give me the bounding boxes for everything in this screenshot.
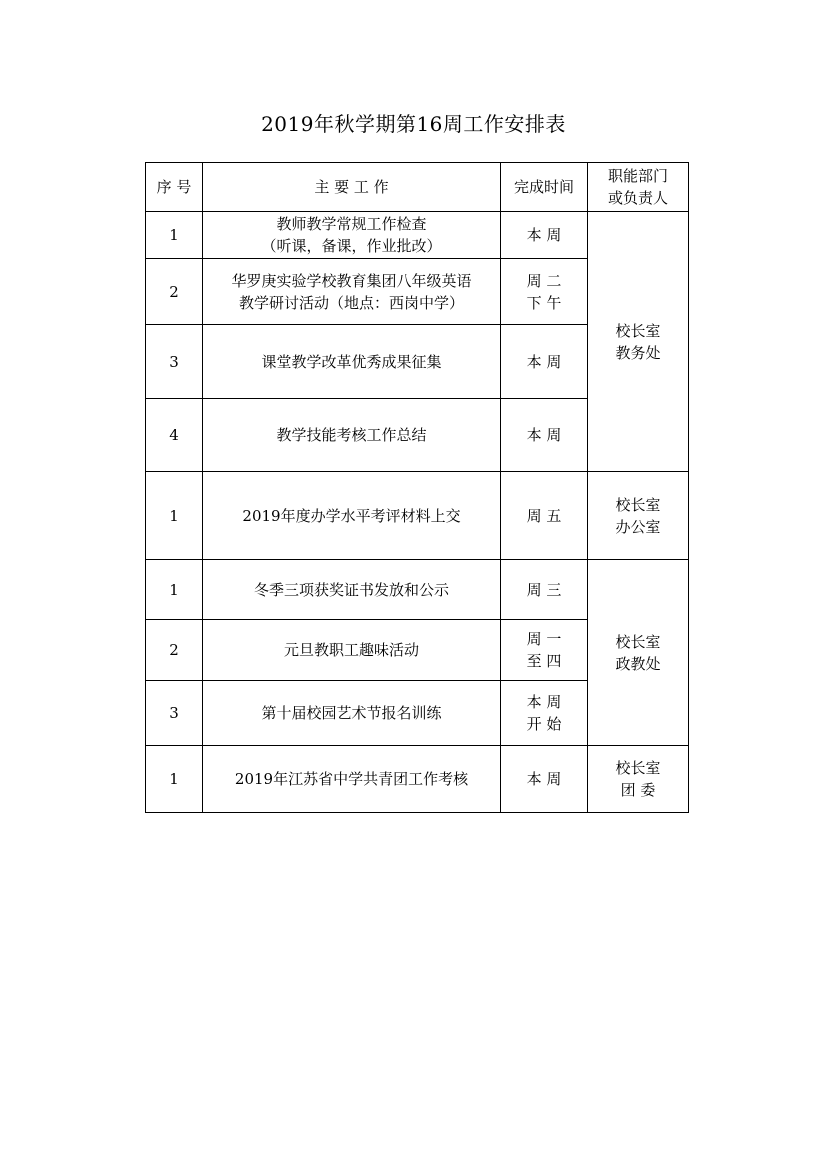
task-line: 课堂教学改革优秀成果征集	[261, 352, 442, 371]
time-line: 本 周	[526, 352, 562, 371]
row-time	[501, 325, 588, 399]
row-time	[501, 212, 588, 259]
time-line: 周 三	[526, 580, 562, 599]
row-no: 2	[146, 620, 203, 681]
row-no: 1	[146, 212, 203, 259]
work-schedule-table	[145, 162, 689, 813]
task-line: 教师教学常规工作检查	[276, 215, 427, 233]
header-time: 完成时间	[501, 163, 588, 212]
row-time	[501, 620, 588, 681]
dept-cell	[588, 212, 689, 472]
task-line: 教学技能考核工作总结	[276, 426, 427, 444]
dept-cell	[588, 472, 689, 560]
task-line: 冬季三项获奖证书发放和公示	[253, 580, 449, 599]
task-line: 教学研讨活动（地点：西岗中学）	[238, 293, 464, 312]
task-line: 华罗庚实验学校教育集团八年级英语	[231, 271, 472, 290]
row-no: 2	[146, 259, 203, 325]
row-time	[501, 746, 588, 813]
time-line: 下 午	[526, 293, 562, 312]
row-no: 4	[146, 399, 203, 472]
task-line: 元旦教职工趣味活动	[283, 641, 419, 659]
row-time	[501, 560, 588, 620]
dept-line: 政教处	[615, 654, 661, 673]
time-line: 本 周	[526, 693, 562, 711]
dept-line: 办公室	[615, 517, 661, 536]
task-line: （听课，备课，作业批改）	[261, 237, 442, 255]
header-task: 主 要 工 作	[203, 163, 501, 212]
row-task	[203, 681, 501, 746]
header-dept	[588, 163, 689, 212]
header-dept-line1: 职能部门	[607, 167, 668, 185]
table-row	[146, 560, 689, 620]
time-line: 本 周	[526, 426, 562, 444]
time-line: 周 五	[526, 506, 562, 525]
time-line: 周 一	[526, 630, 562, 648]
dept-cell	[588, 746, 689, 813]
table-row	[146, 212, 689, 259]
dept-line: 校长室	[615, 759, 661, 777]
time-line: 至 四	[526, 652, 562, 670]
dept-line: 校长室	[615, 495, 661, 514]
dept-line: 教务处	[615, 343, 661, 362]
row-no: 1	[146, 746, 203, 813]
task-line: 2019年江苏省中学共青团工作考核	[234, 770, 469, 788]
table-header-row	[146, 163, 689, 212]
row-time	[501, 399, 588, 472]
header-no: 序 号	[146, 163, 203, 212]
dept-line: 校长室	[615, 632, 661, 651]
row-task	[203, 399, 501, 472]
row-no: 1	[146, 560, 203, 620]
row-time	[501, 681, 588, 746]
row-task	[203, 259, 501, 325]
row-task	[203, 472, 501, 560]
row-task	[203, 212, 501, 259]
row-task	[203, 620, 501, 681]
dept-line: 校长室	[615, 321, 661, 340]
row-task	[203, 560, 501, 620]
document-title: 2019年秋学期第16周工作安排表	[261, 112, 566, 136]
task-line: 2019年度办学水平考评材料上交	[242, 506, 461, 525]
row-task	[203, 325, 501, 399]
time-line: 本 周	[526, 770, 562, 788]
dept-cell	[588, 560, 689, 746]
row-task	[203, 746, 501, 813]
dept-line: 团 委	[620, 781, 656, 799]
time-line: 周 二	[526, 271, 562, 290]
header-dept-line2: 或负责人	[607, 189, 668, 207]
table-row	[146, 746, 689, 813]
row-no: 3	[146, 325, 203, 399]
row-time	[501, 472, 588, 560]
time-line: 开 始	[526, 715, 562, 733]
row-no: 1	[146, 472, 203, 560]
row-time	[501, 259, 588, 325]
time-line: 本 周	[526, 226, 562, 244]
table-row	[146, 472, 689, 560]
task-line: 第十届校园艺术节报名训练	[261, 704, 442, 722]
row-no: 3	[146, 681, 203, 746]
